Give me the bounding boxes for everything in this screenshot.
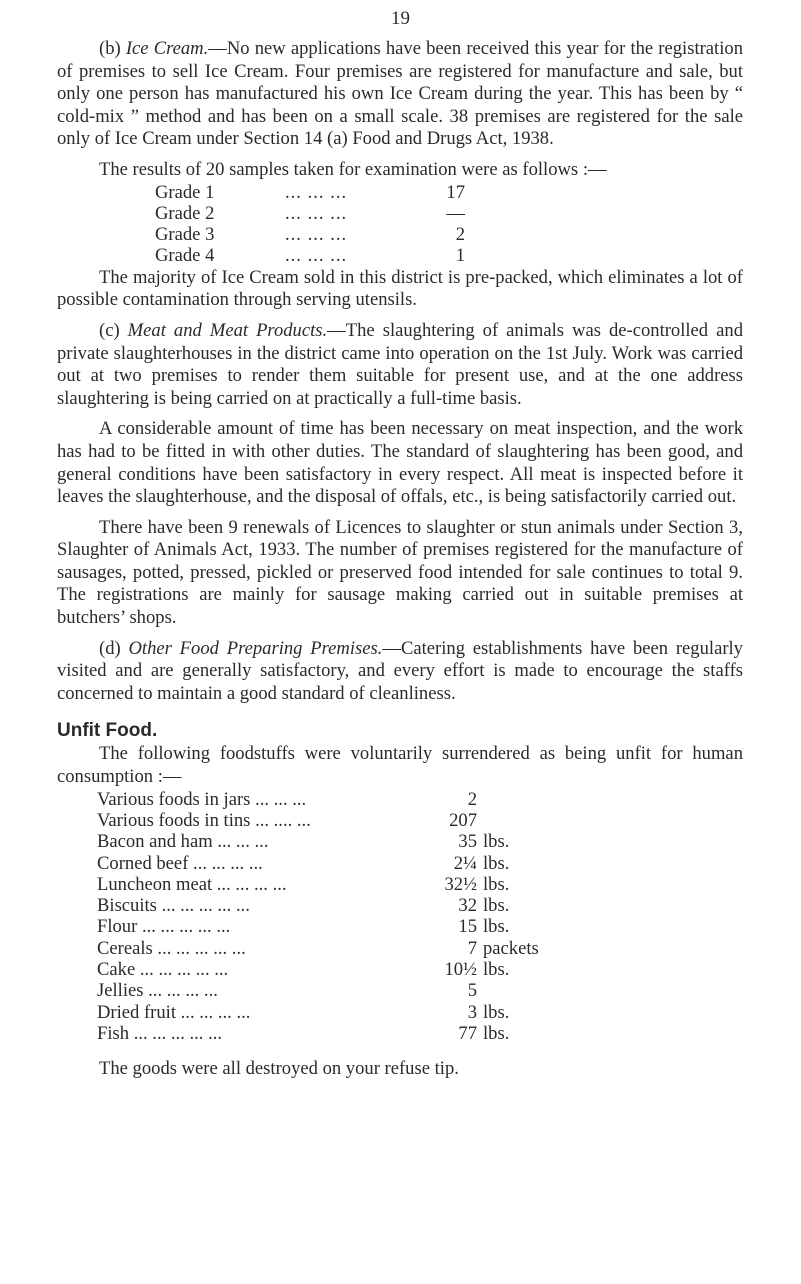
leader-dots: ... ... ... ...: [193, 852, 263, 874]
food-item: Cereals: [97, 937, 153, 959]
leader-dots: ... ... ... ... ...: [157, 937, 246, 959]
food-quantity: 35: [458, 831, 477, 853]
ice-cream-label: (b): [99, 38, 121, 59]
food-unit: lbs.: [483, 852, 510, 874]
food-unit: lbs.: [483, 1022, 510, 1044]
food-item: Bacon and ham: [97, 831, 213, 853]
food-quantity: 7: [467, 937, 477, 959]
other-food-text: —Catering establishments have been regularly visited and are generally satisfactory, and every effort is made to encourage the staffs concerned to maintain a good standard of cleanliness.: [57, 637, 743, 704]
other-food-title: Other Food Preparing Premises.: [128, 637, 383, 659]
table-row: [97, 789, 539, 810]
leader-dots: ... .... ...: [255, 809, 311, 831]
other-food-paragraph: [57, 638, 743, 706]
grade-label: Grade 1: [155, 181, 215, 203]
food-item: Various foods in jars: [97, 788, 251, 810]
ice-cream-text: —No new applications have been received this year for the registration of premises to sell Ice Cream. Four premises are registered for manufacture and sale, but only one person has manufactured his own Ice Cream during the year. This has been by “ cold-mix ” method and has been on a small scale. 38 premises are registered for the sale only of Ice Cream under Section 14 (a) Food and Drugs Act, 1938.: [57, 38, 743, 150]
food-unit: lbs.: [483, 916, 510, 938]
food-unit: [477, 789, 539, 810]
table-row: [97, 853, 539, 874]
grade-table: [155, 182, 465, 267]
leader-dots: ... ... ... ... ...: [141, 916, 231, 938]
table-row: [97, 874, 539, 895]
leader-dots: ... ... ...: [217, 831, 269, 853]
food-quantity: 2¼: [453, 852, 477, 874]
food-quantity: 77: [458, 1022, 477, 1044]
page-number: 19: [391, 8, 410, 29]
food-unit: lbs.: [483, 873, 510, 895]
table-row: [97, 938, 539, 959]
grade-value: 17: [446, 181, 465, 203]
food-quantity: 10½: [444, 959, 477, 980]
food-item: Flour: [97, 916, 138, 938]
food-quantity: 32: [458, 895, 477, 917]
table-row: [97, 1023, 539, 1044]
food-item: Cake: [97, 959, 136, 980]
food-unit: lbs.: [483, 1001, 510, 1023]
grade-row: [155, 203, 465, 224]
food-unit: [477, 980, 539, 1001]
grade-label: Grade 2: [155, 202, 215, 224]
table-row: [97, 831, 539, 852]
leader-dots: ... ... ... ... ...: [139, 959, 229, 980]
table-row: [97, 810, 539, 831]
food-quantity: 3: [467, 1001, 477, 1023]
samples-intro: The results of 20 samples taken for examination were as follows :—: [99, 158, 607, 180]
leader-dots: ... ... ...: [285, 245, 348, 267]
other-food-label: (d): [99, 637, 121, 659]
food-item: Corned beef: [97, 852, 189, 874]
food-item: Biscuits ...: [97, 895, 176, 917]
food-item: Jellies: [97, 980, 144, 1002]
unfit-food-heading: Unfit Food.: [57, 720, 158, 742]
food-unit: lbs.: [483, 895, 510, 917]
page-content: [57, 38, 743, 1081]
table-row: [97, 959, 539, 980]
food-quantity: 2: [467, 788, 477, 810]
food-item: Luncheon meat ...: [97, 873, 231, 895]
leader-dots: ... ... ...: [235, 873, 287, 895]
food-item: Dried fruit: [97, 1001, 176, 1023]
food-quantity: 15: [458, 916, 477, 938]
prepacked-paragraph: The majority of Ice Cream sold in this district is pre-packed, which eliminates a lot of possible contamination through serving utensils.: [57, 266, 743, 311]
table-row: [97, 980, 539, 1001]
unfit-food-table: [97, 789, 539, 1045]
unfit-food-intro: The following foodstuffs were voluntarily surrendered as being unfit for human consumption :—: [57, 743, 743, 788]
grade-value: 2: [455, 224, 465, 246]
table-row: [97, 895, 539, 916]
leader-dots: ... ... ...: [285, 224, 348, 246]
leader-dots: ... ... ... ...: [180, 895, 250, 917]
grade-label: Grade 3: [155, 224, 215, 246]
grade-value: —: [446, 202, 465, 224]
grade-label: Grade 4: [155, 245, 215, 267]
leader-dots: ... ... ...: [285, 181, 348, 203]
food-unit: [477, 810, 539, 831]
food-unit: lbs.: [483, 959, 510, 980]
grade-row: [155, 182, 465, 203]
food-unit: lbs.: [483, 831, 510, 853]
meat-label: (c): [99, 319, 120, 341]
grade-row: [155, 224, 465, 245]
meat-inspection-paragraph: A considerable amount of time has been necessary on meat inspection, and the work has had to be fitted in with other duties. The standard of slaughtering has been good, and general conditions have been satisfactory in every respect. All meat is inspected before it leaves the slaughterhouse, and the disposal of offals, etc., is being satisfactorily carried out.: [57, 418, 743, 508]
leader-dots: ... ... ... ...: [180, 1001, 251, 1023]
grade-value: 1: [455, 245, 465, 267]
table-row: [97, 916, 539, 937]
food-unit: packets: [483, 937, 539, 959]
leader-dots: ... ... ... ... ...: [133, 1022, 223, 1044]
food-item: Various foods in tins: [97, 809, 251, 831]
meat-title: Meat and Meat Products.: [127, 319, 328, 341]
table-row: [97, 1002, 539, 1023]
food-quantity: 32½: [444, 873, 477, 895]
licences-paragraph: There have been 9 renewals of Licences to slaughter or stun animals under Section 3, Slaughter of Animals Act, 1933. The number of premises registered for the manufacture of sausages, potted, pressed, pickled or preserved food intended for sale continues to total 9. The registrations are mainly for sausage making carried out in suitable premises at butchers’ shops.: [57, 516, 743, 629]
closing-sentence: The goods were all destroyed on your refuse tip.: [99, 1058, 459, 1080]
food-quantity: 207: [449, 809, 477, 831]
food-quantity: 5: [467, 980, 477, 1002]
leader-dots: ... ... ... ...: [148, 980, 218, 1002]
food-item: Fish: [97, 1022, 130, 1044]
meat-paragraph: [57, 320, 743, 410]
ice-cream-paragraph: [57, 38, 743, 151]
grade-row: [155, 245, 465, 266]
leader-dots: ... ... ...: [255, 788, 307, 810]
meat-text: —The slaughtering of animals was de-controlled and private slaughterhouses in the district came into operation on the 1st July. Work was carried out at two premises to render them suitable for present use, and at the one address slaughtering is being carried on at practically a full-time basis.: [57, 319, 743, 409]
leader-dots: ... ... ...: [285, 202, 348, 224]
ice-cream-title: Ice Cream.: [125, 38, 209, 59]
